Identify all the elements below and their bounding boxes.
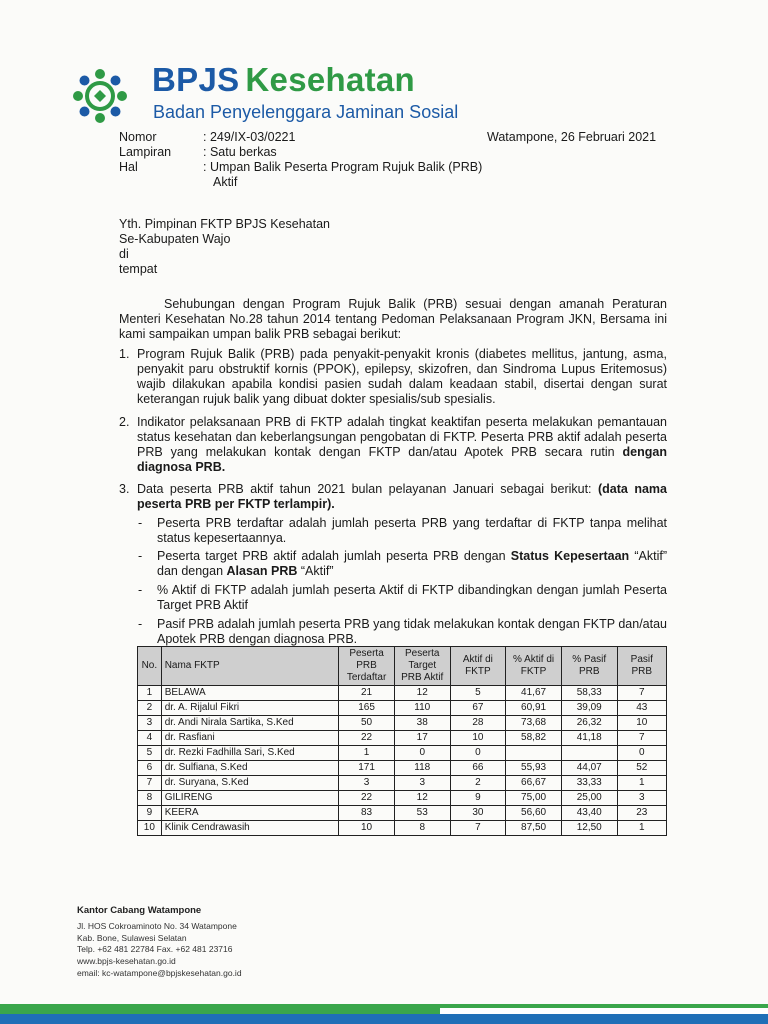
cell-value: 55,93 [506, 761, 562, 776]
cell-value: 9 [450, 791, 506, 806]
cell-value: 7 [450, 821, 506, 836]
cell-value: 5 [450, 686, 506, 701]
recipient-line: tempat [119, 262, 158, 276]
place-date: Watampone, 26 Februari 2021 [487, 130, 657, 144]
col-header: Aktif di FKTP [450, 647, 506, 686]
cell-value: 60,91 [506, 701, 562, 716]
hal-value-cont: Aktif [213, 175, 238, 189]
cell-value: 10 [450, 731, 506, 746]
intro-paragraph: Sehubungan dengan Program Rujuk Balik (PRB) sesuai dengan amanah Peraturan Menteri Kesehatan No.28 tahun 2014 tentang Pedoman Pelaksanaan Program JKN, Bersama ini kami sampaikan umpan balik PRB sebagai berikut: [119, 297, 667, 341]
cell-no: 6 [138, 761, 162, 776]
bullet-2-a: Peserta target PRB aktif adalah jumlah peserta PRB dengan [157, 549, 506, 563]
cell-name: dr. Rasfiani [161, 731, 339, 746]
cell-value: 10 [617, 716, 666, 731]
table-row [138, 761, 667, 776]
item-3-main: Data peserta PRB aktif tahun 2021 bulan pelayanan Januari sebagai berikut: [137, 482, 592, 496]
hal-value: : Umpan Balik Peserta Program Rujuk Balik (PRB) [203, 160, 483, 174]
cell-name: dr. Andi Nirala Sartika, S.Ked [161, 716, 339, 731]
recipient-block [119, 217, 330, 277]
item-2-main: Indikator pelaksanaan PRB di FKTP adalah tingkat keaktifan peserta melakukan pemantauan status kesehatan dan keberlangsungan pengobatan di FKTP. Peserta PRB aktif adalah peserta PRB yang melakukan kontak dengan FKTP dan/atau Apotek PRB secara rutin [137, 415, 667, 459]
brand-main: BPJS [152, 61, 240, 98]
col-header: % Pasif PRB [561, 647, 617, 686]
cell-value: 28 [450, 716, 506, 731]
cell-value: 1 [617, 821, 666, 836]
footer-bar-blue [0, 1014, 768, 1024]
cell-no: 5 [138, 746, 162, 761]
table-row [138, 716, 667, 731]
cell-name: KEERA [161, 806, 339, 821]
cell-name: dr. Sulfiana, S.Ked [161, 761, 339, 776]
cell-no: 8 [138, 791, 162, 806]
brand-name [152, 60, 415, 100]
item-number: 1. [119, 347, 130, 361]
cell-value: 7 [617, 686, 666, 701]
cell-value: 22 [339, 791, 395, 806]
cell-value: 3 [617, 791, 666, 806]
cell-value: 73,68 [506, 716, 562, 731]
bullet-2-c: “Aktif” [300, 564, 334, 578]
brand-second: Kesehatan [245, 61, 416, 98]
bullet-2-bold-2: Alasan PRB [226, 564, 298, 578]
cell-value: 43,40 [561, 806, 617, 821]
cell-value: 12 [394, 791, 450, 806]
cell-value: 44,07 [561, 761, 617, 776]
cell-value: 2 [450, 776, 506, 791]
col-header: Pasif PRB [617, 647, 666, 686]
cell-value: 75,00 [506, 791, 562, 806]
cell-value: 83 [339, 806, 395, 821]
cell-value: 30 [450, 806, 506, 821]
cell-value: 66,67 [506, 776, 562, 791]
cell-value: 0 [450, 746, 506, 761]
item-2-bold: dengan diagnosa PRB. [137, 445, 667, 474]
item-number: 3. [119, 482, 130, 496]
brand-subtitle: Badan Penyelenggara Jaminan Sosial [153, 102, 459, 122]
cell-value: 0 [617, 746, 666, 761]
cell-value: 171 [339, 761, 395, 776]
cell-name: dr. Rezki Fadhilla Sari, S.Ked [161, 746, 339, 761]
cell-value: 52 [617, 761, 666, 776]
table-row [138, 776, 667, 791]
table-row [138, 806, 667, 821]
footer-line: Kab. Bone, Sulawesi Selatan [77, 932, 187, 943]
cell-value: 22 [339, 731, 395, 746]
cell-value: 25,00 [561, 791, 617, 806]
footer-address [77, 905, 242, 980]
cell-value: 66 [450, 761, 506, 776]
bullet-mark: - [138, 617, 143, 631]
cell-value: 7 [617, 731, 666, 746]
cell-no: 3 [138, 716, 162, 731]
recipient-line: Se-Kabupaten Wajo [119, 232, 231, 246]
cell-value: 56,60 [506, 806, 562, 821]
cell-name: GILIRENG [161, 791, 339, 806]
cell-value: 58,82 [506, 731, 562, 746]
prb-table [137, 646, 667, 836]
bullet-mark: - [138, 549, 143, 563]
cell-value: 3 [394, 776, 450, 791]
bullet-2 [157, 549, 667, 579]
lampiran-label: Lampiran [119, 145, 172, 159]
footer-line: Telp. +62 481 22784 Fax. +62 481 23716 [77, 944, 233, 955]
footer-line: Jl. HOS Cokroaminoto No. 34 Watampone [77, 920, 237, 931]
cell-value: 33,33 [561, 776, 617, 791]
cell-value: 21 [339, 686, 395, 701]
cell-value: 87,50 [506, 821, 562, 836]
footer-bar-white [440, 1008, 768, 1014]
cell-name: Klinik Cendrawasih [161, 821, 339, 836]
col-header: Peserta Target PRB Aktif [394, 647, 450, 686]
cell-value: 165 [339, 701, 395, 716]
item-number: 2. [119, 415, 130, 429]
cell-value: 67 [450, 701, 506, 716]
cell-value [561, 746, 617, 761]
cell-value: 26,32 [561, 716, 617, 731]
cell-value: 1 [617, 776, 666, 791]
cell-value: 50 [339, 716, 395, 731]
nomor-value: : 249/IX-03/0221 [203, 130, 296, 144]
cell-no: 10 [138, 821, 162, 836]
cell-no: 9 [138, 806, 162, 821]
bullet-3: % Aktif di FKTP adalah jumlah peserta Aktif di FKTP dibandingkan dengan jumlah Peserta Target PRB Aktif [157, 583, 667, 612]
cell-value: 53 [394, 806, 450, 821]
col-header: Nama FKTP [161, 647, 339, 686]
table-row [138, 791, 667, 806]
cell-value: 8 [394, 821, 450, 836]
nomor-label: Nomor [119, 130, 157, 144]
table-header-row [138, 647, 667, 686]
cell-value: 41,18 [561, 731, 617, 746]
col-header: Peserta PRB Terdaftar [339, 647, 395, 686]
cell-value: 12,50 [561, 821, 617, 836]
item-2-text [137, 415, 667, 475]
footer-website: www.bpjs-kesehatan.go.id [77, 956, 176, 967]
lampiran-value: : Satu berkas [203, 145, 277, 159]
cell-value: 38 [394, 716, 450, 731]
hal-label: Hal [119, 160, 138, 174]
cell-no: 2 [138, 701, 162, 716]
cell-name: dr. A. Rijalul Fikri [161, 701, 339, 716]
item-3-bold: (data nama peserta PRB per FKTP terlampir). [137, 482, 667, 511]
bullet-mark: - [138, 516, 143, 530]
cell-value: 12 [394, 686, 450, 701]
bpjs-logo-icon [72, 68, 128, 124]
col-header: No. [138, 647, 162, 686]
table-row [138, 686, 667, 701]
cell-no: 7 [138, 776, 162, 791]
item-3-text [137, 482, 667, 512]
cell-value: 0 [394, 746, 450, 761]
col-header: % Aktif di FKTP [506, 647, 562, 686]
recipient-line: di [119, 247, 129, 261]
item-1-text: Program Rujuk Balik (PRB) pada penyakit-penyakit kronis (diabetes mellitus, jantung, asma, penyakit paru obstruktif kornis (PPOK), epilepsy, skizofren, dan Sindroma Lupus Eritemosus) wajib dilakukan apabila kondisi pasien sudah dalam keadaan stabil, disertai dengan surat keterangan rujuk balik yang dibuat dokter spesialis/sub spesialis. [137, 347, 667, 406]
bullet-mark: - [138, 583, 143, 597]
table-row [138, 701, 667, 716]
bullet-2-b: “Aktif” dan dengan [157, 549, 667, 578]
footer-office: Kantor Cabang Watampone [77, 905, 202, 916]
cell-name: BELAWA [161, 686, 339, 701]
cell-value: 23 [617, 806, 666, 821]
cell-value: 10 [339, 821, 395, 836]
cell-no: 4 [138, 731, 162, 746]
cell-value: 58,33 [561, 686, 617, 701]
table-row [138, 746, 667, 761]
table-row [138, 731, 667, 746]
cell-value: 110 [394, 701, 450, 716]
cell-value: 43 [617, 701, 666, 716]
cell-value: 118 [394, 761, 450, 776]
bullet-4: Pasif PRB adalah jumlah peserta PRB yang tidak melakukan kontak dengan FKTP dan/atau Apotek PRB dengan diagnosa PRB. [157, 617, 667, 646]
bullet-2-bold-1: Status Kepesertaan [510, 549, 630, 563]
cell-value: 39,09 [561, 701, 617, 716]
cell-value: 41,67 [506, 686, 562, 701]
table-row [138, 821, 667, 836]
cell-name: dr. Suryana, S.Ked [161, 776, 339, 791]
footer-email: email: kc-watampone@bpjskesehatan.go.id [77, 967, 242, 978]
cell-value [506, 746, 562, 761]
cell-no: 1 [138, 686, 162, 701]
cell-value: 3 [339, 776, 395, 791]
bullet-1: Peserta PRB terdaftar adalah jumlah peserta PRB yang terdaftar di FKTP tanpa melihat status kepesertaannya. [157, 516, 667, 545]
cell-value: 1 [339, 746, 395, 761]
cell-value: 17 [394, 731, 450, 746]
recipient-line: Yth. Pimpinan FKTP BPJS Kesehatan [119, 217, 330, 231]
